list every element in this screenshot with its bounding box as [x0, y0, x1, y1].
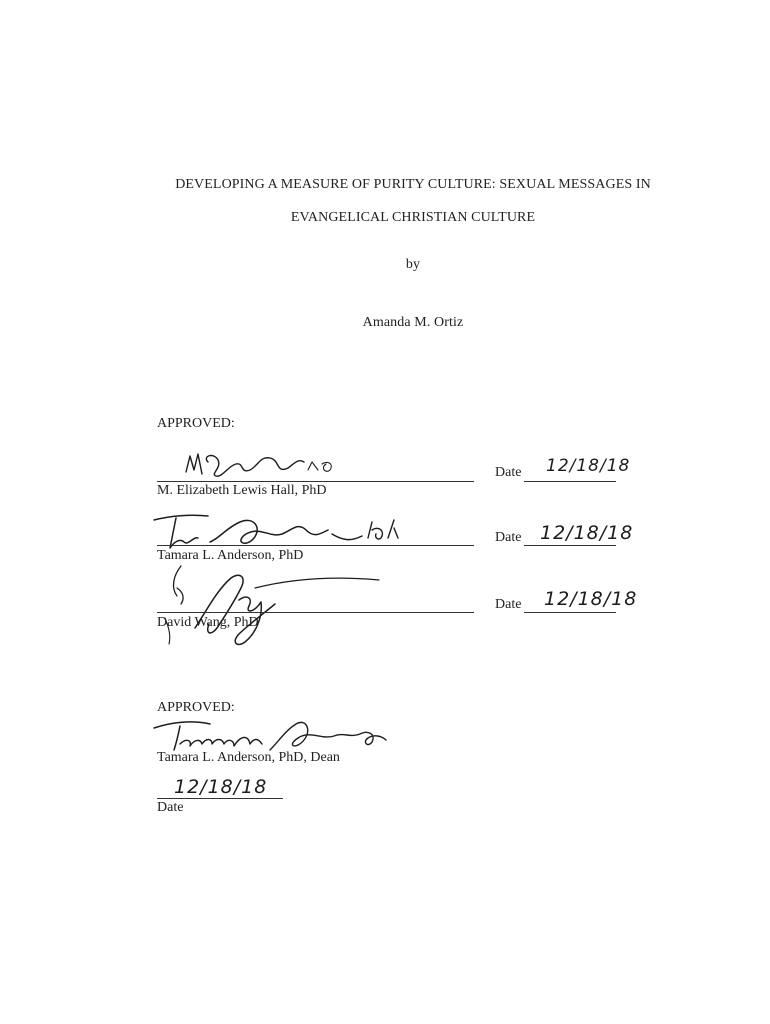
date-label-anderson: Date — [495, 530, 522, 545]
date-line-hall — [524, 481, 616, 482]
signed-date-wang: 12/18/18 — [544, 588, 638, 610]
dean-date-line — [157, 798, 283, 799]
signed-date-anderson: 12/18/18 — [540, 522, 634, 544]
committee-approved-label: APPROVED: — [157, 416, 235, 431]
title-line-2: EVANGELICAL CHRISTIAN CULTURE — [290, 210, 536, 225]
signature-dean — [150, 714, 390, 754]
signature-hall — [180, 448, 340, 484]
dean-name: Tamara L. Anderson, PhD, Dean — [157, 750, 340, 765]
member-name-hall: M. Elizabeth Lewis Hall, PhD — [157, 483, 327, 498]
dean-date-label: Date — [157, 800, 184, 815]
member-name-wang: David Wang, PhD — [157, 615, 259, 630]
signed-date-hall: 12/18/18 — [546, 456, 631, 476]
member-name-anderson: Tamara L. Anderson, PhD — [157, 548, 304, 563]
date-label-wang: Date — [495, 597, 522, 612]
dean-approved-label: APPROVED: — [157, 700, 235, 715]
author-name: Amanda M. Ortiz — [362, 315, 464, 330]
signature-line-hall — [157, 481, 474, 482]
dean-signed-date: 12/18/18 — [174, 776, 268, 798]
date-line-wang — [524, 612, 616, 613]
signature-line-wang — [157, 612, 474, 613]
date-label-hall: Date — [495, 465, 522, 480]
by-line: by — [405, 257, 421, 272]
title-line-1: DEVELOPING A MEASURE OF PURITY CULTURE: SEXUAL MESSAGES IN — [175, 177, 651, 192]
signature-line-anderson — [157, 545, 474, 546]
signature-wang — [155, 558, 385, 650]
date-line-anderson — [524, 545, 616, 546]
